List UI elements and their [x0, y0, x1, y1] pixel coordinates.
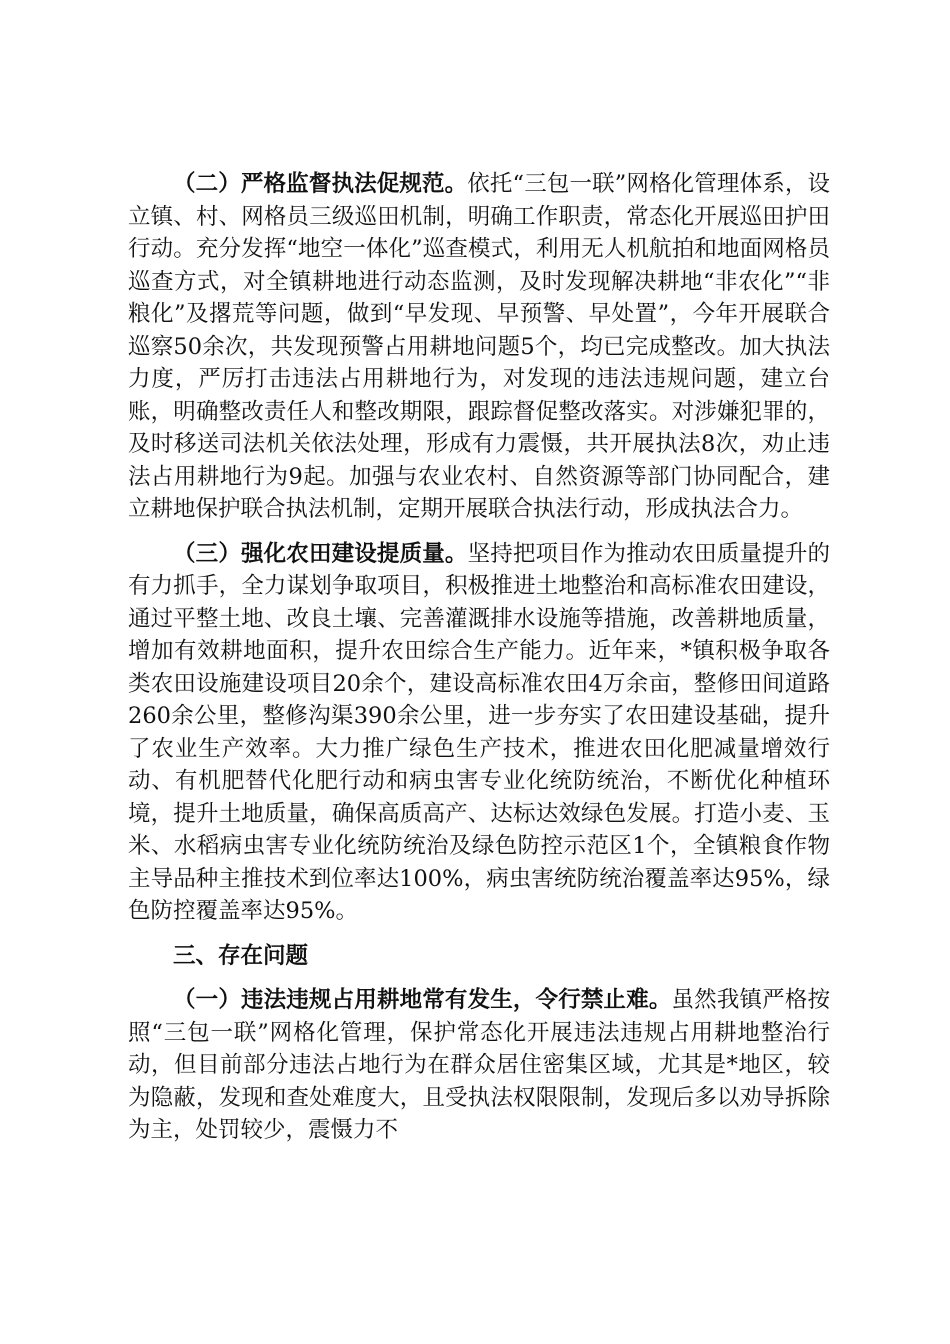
paragraph-lead: （三）强化农田建设提质量。 — [173, 540, 468, 567]
paragraph-lead: （一）违法违规占用耕地常有发生，令行禁止难。 — [173, 987, 672, 1013]
document-page — [128, 168, 830, 1147]
paragraph-lead: （二）严格监督执法促规范。 — [173, 171, 468, 197]
section-heading: 三、存在问题 — [173, 942, 309, 969]
paragraph-body: 坚持把项目作为推动农田质量提升的有力抓手，全力谋划争取项目，积极推进土地整治和高标准农田建设，通过平整土地、改良土壤、完善灌溉排水设施等措施，改善耕地质量，增加有效耕地面积，提升农田综合生产能力。近年来，*镇积极争取各类农田设施建设项目20余个，建设高标准农田4万余亩，整修田间道路260余公里，整修沟渠390余公里，进一步夯实了农田建设基础，提升了农业生产效率。大力推广绿色生产技术，推进农田化肥减量增效行动、有机肥替代化肥行动和病虫害专业化统防统治，不断优化种植环境，提升土地质量，确保高质高产、达标达效绿色发展。打造小麦、玉米、水稻病虫害专业化统防统治及绿色防控示范区1个，全镇粮食作物主导品种主推技术到位率达100%，病虫害统防统治覆盖率达95%，绿色防控覆盖率达95%。 — [128, 540, 830, 924]
paragraph-body: 虽然我镇严格按照“三包一联”网格化管理，保护常态化开展违法违规占用耕地整治行动，但目前部分违法占地行为在群众居住密集区域，尤其是*地区，较为隐蔽，发现和查处难度大，且受执法权限限制，发现后多以劝导拆除为主，处罚较少，震慑力不 — [128, 987, 830, 1143]
paragraph-body: 依托“三包一联”网格化管理体系，设立镇、村、网格员三级巡田机制，明确工作职责，常态化开展巡田护田行动。充分发挥“地空一体化”巡查模式，利用无人机航拍和地面网格员巡查方式，对全镇耕地进行动态监测，及时发现解决耕地“非农化”“非粮化”及撂荒等问题，做到“早发现、早预警、早处置”，今年开展联合巡察50余次，共发现预警占用耕地问题5个，均已完成整改。加大执法力度，严厉打击违法占用耕地行为，对发现的违法违规问题，建立台账，明确整改责任人和整改期限，跟踪督促整改落实。对涉嫌犯罪的，及时移送司法机关依法处理，形成有力震慑，共开展执法8次，劝止违法占用耕地行为9起。加强与农业农村、自然资源等部门协同配合，建立耕地保护联合执法机制，定期开展联合执法行动，形成执法合力。 — [128, 171, 830, 522]
paragraph-farmland-construction — [128, 538, 830, 928]
paragraph-enforcement — [128, 168, 830, 526]
paragraph-illegal-occupation — [128, 984, 830, 1147]
